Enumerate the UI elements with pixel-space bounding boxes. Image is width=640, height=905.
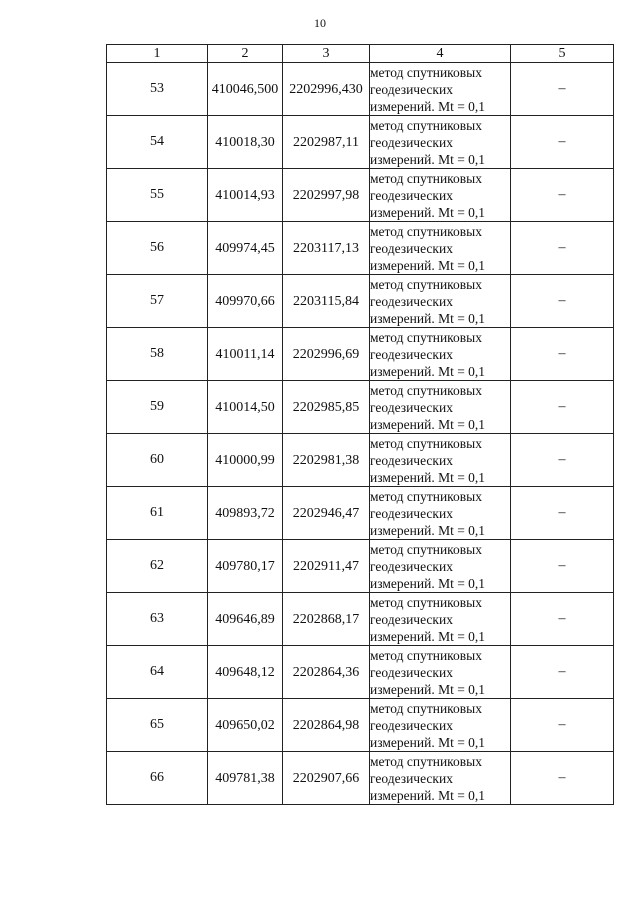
method-line: измерений. Mt = 0,1 xyxy=(370,734,486,750)
note-cell: – xyxy=(511,699,614,752)
method-line: геодезических xyxy=(370,293,453,309)
y-coordinate-cell: 2202868,17 xyxy=(283,593,370,646)
method-line: метод спутниковых xyxy=(370,488,482,504)
table-row xyxy=(107,646,614,699)
method-line: метод спутниковых xyxy=(370,541,482,557)
method-cell xyxy=(370,752,511,805)
table-row xyxy=(107,487,614,540)
point-number-cell: 64 xyxy=(107,646,208,699)
method-line: измерений. Mt = 0,1 xyxy=(370,204,486,220)
method-line: метод спутниковых xyxy=(370,117,482,133)
method-line: геодезических xyxy=(370,399,453,415)
method-line: измерений. Mt = 0,1 xyxy=(370,310,486,326)
point-number-cell: 63 xyxy=(107,593,208,646)
method-cell xyxy=(370,540,511,593)
point-number-cell: 57 xyxy=(107,275,208,328)
y-coordinate-cell: 2202946,47 xyxy=(283,487,370,540)
y-coordinate-cell: 2202864,36 xyxy=(283,646,370,699)
method-cell xyxy=(370,646,511,699)
note-cell: – xyxy=(511,434,614,487)
method-line: метод спутниковых xyxy=(370,435,482,451)
method-line: геодезических xyxy=(370,134,453,150)
method-cell xyxy=(370,487,511,540)
method-line: метод спутниковых xyxy=(370,223,482,239)
table-row xyxy=(107,222,614,275)
x-coordinate-cell: 409646,89 xyxy=(208,593,283,646)
method-cell xyxy=(370,222,511,275)
header-cell-3: 3 xyxy=(283,45,370,63)
point-number-cell: 53 xyxy=(107,63,208,116)
method-cell xyxy=(370,381,511,434)
method-cell xyxy=(370,63,511,116)
point-number-cell: 62 xyxy=(107,540,208,593)
x-coordinate-cell: 409648,12 xyxy=(208,646,283,699)
method-line: метод спутниковых xyxy=(370,753,482,769)
table-row xyxy=(107,275,614,328)
table-row xyxy=(107,434,614,487)
x-coordinate-cell: 409781,38 xyxy=(208,752,283,805)
method-line: измерений. Mt = 0,1 xyxy=(370,628,486,644)
method-cell xyxy=(370,169,511,222)
point-number-cell: 54 xyxy=(107,116,208,169)
point-number-cell: 56 xyxy=(107,222,208,275)
method-line: измерений. Mt = 0,1 xyxy=(370,681,486,697)
y-coordinate-cell: 2202911,47 xyxy=(283,540,370,593)
note-cell: – xyxy=(511,752,614,805)
method-line: геодезических xyxy=(370,187,453,203)
method-line: метод спутниковых xyxy=(370,64,482,80)
x-coordinate-cell: 409974,45 xyxy=(208,222,283,275)
y-coordinate-cell: 2202985,85 xyxy=(283,381,370,434)
method-line: измерений. Mt = 0,1 xyxy=(370,575,486,591)
method-line: измерений. Mt = 0,1 xyxy=(370,469,486,485)
note-cell: – xyxy=(511,593,614,646)
method-line: измерений. Mt = 0,1 xyxy=(370,363,486,379)
x-coordinate-cell: 410014,50 xyxy=(208,381,283,434)
table-row xyxy=(107,752,614,805)
method-line: измерений. Mt = 0,1 xyxy=(370,98,486,114)
method-line: геодезических xyxy=(370,505,453,521)
method-line: измерений. Mt = 0,1 xyxy=(370,151,486,167)
point-number-cell: 55 xyxy=(107,169,208,222)
x-coordinate-cell: 410018,30 xyxy=(208,116,283,169)
y-coordinate-cell: 2203117,13 xyxy=(283,222,370,275)
method-line: метод спутниковых xyxy=(370,647,482,663)
coordinates-table xyxy=(106,44,614,805)
note-cell: – xyxy=(511,63,614,116)
y-coordinate-cell: 2202996,69 xyxy=(283,328,370,381)
method-cell xyxy=(370,593,511,646)
header-cell-1: 1 xyxy=(107,45,208,63)
x-coordinate-cell: 410046,500 xyxy=(208,63,283,116)
method-line: метод спутниковых xyxy=(370,700,482,716)
method-line: геодезических xyxy=(370,240,453,256)
table-row xyxy=(107,328,614,381)
method-line: метод спутниковых xyxy=(370,329,482,345)
header-cell-4: 4 xyxy=(370,45,511,63)
y-coordinate-cell: 2202907,66 xyxy=(283,752,370,805)
table-row xyxy=(107,116,614,169)
method-line: геодезических xyxy=(370,452,453,468)
point-number-cell: 59 xyxy=(107,381,208,434)
y-coordinate-cell: 2203115,84 xyxy=(283,275,370,328)
method-line: измерений. Mt = 0,1 xyxy=(370,257,486,273)
point-number-cell: 66 xyxy=(107,752,208,805)
method-line: измерений. Mt = 0,1 xyxy=(370,787,486,803)
x-coordinate-cell: 410014,93 xyxy=(208,169,283,222)
table-body xyxy=(107,63,614,805)
method-line: геодезических xyxy=(370,717,453,733)
note-cell: – xyxy=(511,328,614,381)
note-cell: – xyxy=(511,487,614,540)
x-coordinate-cell: 409650,02 xyxy=(208,699,283,752)
note-cell: – xyxy=(511,222,614,275)
header-cell-5: 5 xyxy=(511,45,614,63)
method-line: метод спутниковых xyxy=(370,276,482,292)
x-coordinate-cell: 410011,14 xyxy=(208,328,283,381)
method-line: измерений. Mt = 0,1 xyxy=(370,522,486,538)
note-cell: – xyxy=(511,116,614,169)
x-coordinate-cell: 409970,66 xyxy=(208,275,283,328)
method-line: геодезических xyxy=(370,81,453,97)
method-line: метод спутниковых xyxy=(370,382,482,398)
table-row xyxy=(107,593,614,646)
note-cell: – xyxy=(511,381,614,434)
note-cell: – xyxy=(511,540,614,593)
table-row xyxy=(107,169,614,222)
table-row xyxy=(107,699,614,752)
method-cell xyxy=(370,275,511,328)
point-number-cell: 60 xyxy=(107,434,208,487)
y-coordinate-cell: 2202981,38 xyxy=(283,434,370,487)
method-cell xyxy=(370,699,511,752)
table-row xyxy=(107,63,614,116)
method-line: метод спутниковых xyxy=(370,170,482,186)
table-header xyxy=(107,45,614,63)
table-row xyxy=(107,381,614,434)
y-coordinate-cell: 2202987,11 xyxy=(283,116,370,169)
note-cell: – xyxy=(511,275,614,328)
method-cell xyxy=(370,434,511,487)
x-coordinate-cell: 409893,72 xyxy=(208,487,283,540)
x-coordinate-cell: 410000,99 xyxy=(208,434,283,487)
y-coordinate-cell: 2202996,430 xyxy=(283,63,370,116)
method-line: геодезических xyxy=(370,664,453,680)
y-coordinate-cell: 2202997,98 xyxy=(283,169,370,222)
method-line: геодезических xyxy=(370,611,453,627)
method-line: геодезических xyxy=(370,346,453,362)
method-line: геодезических xyxy=(370,558,453,574)
point-number-cell: 58 xyxy=(107,328,208,381)
table-row xyxy=(107,540,614,593)
x-coordinate-cell: 409780,17 xyxy=(208,540,283,593)
header-row xyxy=(107,45,614,63)
method-line: измерений. Mt = 0,1 xyxy=(370,416,486,432)
page-number: 10 xyxy=(314,16,326,30)
y-coordinate-cell: 2202864,98 xyxy=(283,699,370,752)
method-line: геодезических xyxy=(370,770,453,786)
point-number-cell: 61 xyxy=(107,487,208,540)
method-cell xyxy=(370,328,511,381)
method-line: метод спутниковых xyxy=(370,594,482,610)
note-cell: – xyxy=(511,169,614,222)
note-cell: – xyxy=(511,646,614,699)
point-number-cell: 65 xyxy=(107,699,208,752)
header-cell-2: 2 xyxy=(208,45,283,63)
method-cell xyxy=(370,116,511,169)
